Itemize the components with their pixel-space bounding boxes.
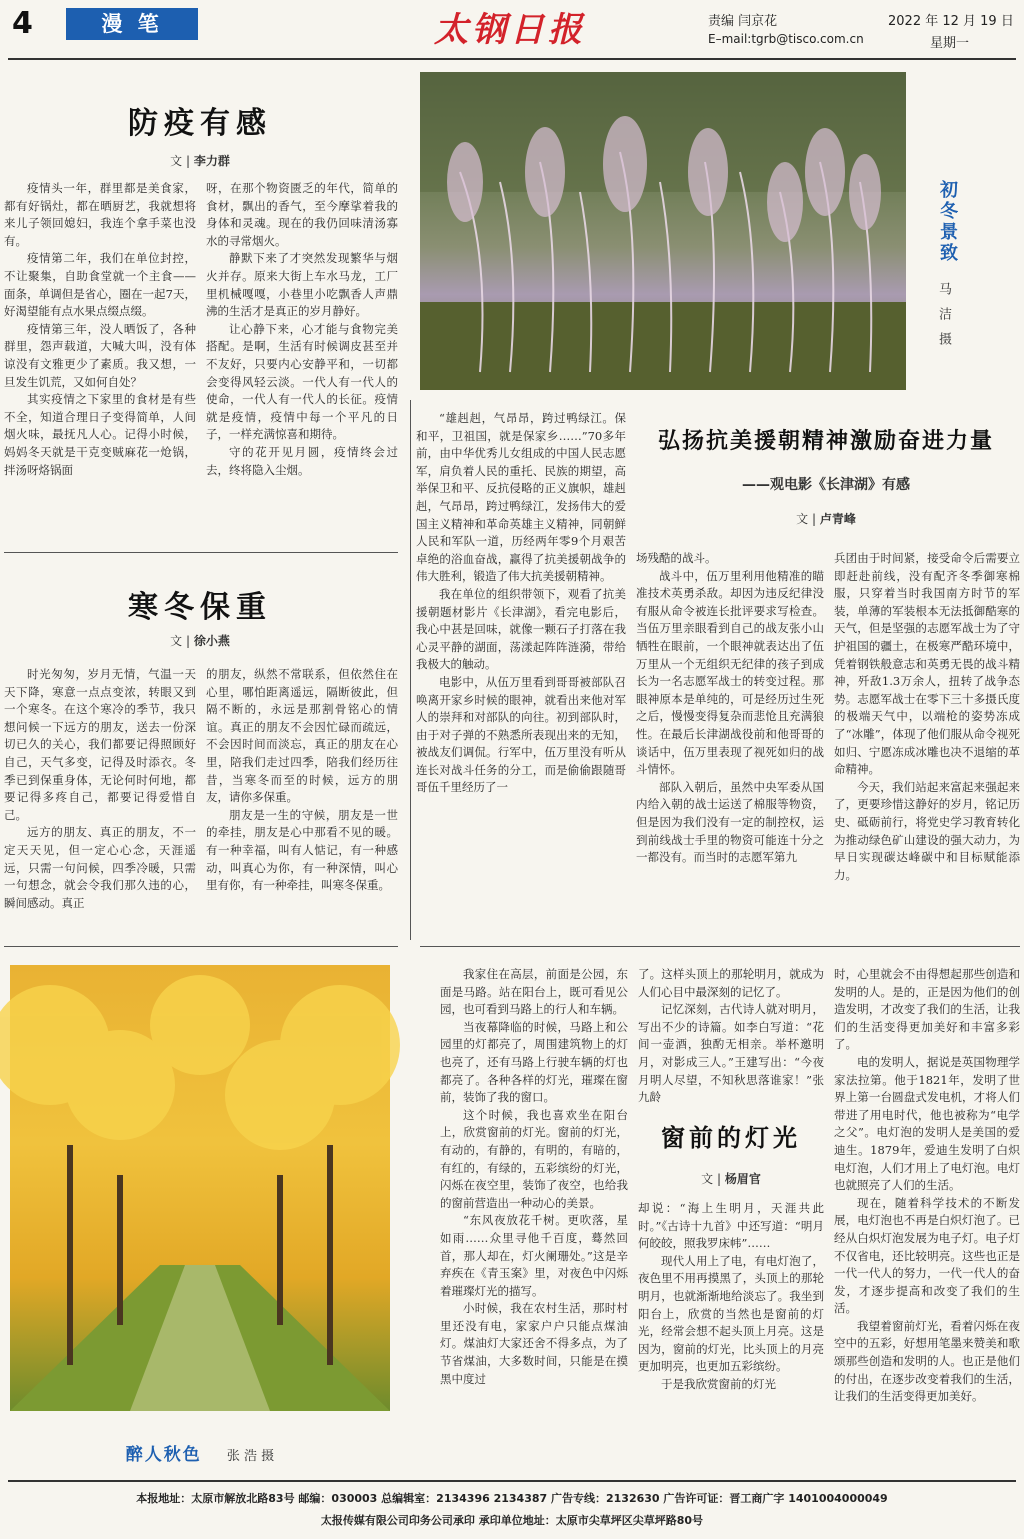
header-divider: [8, 58, 1016, 60]
article-column: [834, 966, 1020, 1466]
section-divider: [420, 946, 1020, 947]
section-divider: [4, 552, 398, 553]
paragraph: 其实疫情之下家里的食材是有些不全，知道合理日子变得简单，人间烟火味，最抚凡人心。记得小时候，妈妈冬天就是干克变贼麻花一炝锅，拌汤呀烙锅面: [4, 392, 196, 477]
paragraph: 远方的朋友、真正的朋友，不一定天天见，但一定心心念，天涯遥远，只需一句问候，四季冷暖，只需一句想念，就会令我们那久违的心，瞬间感动。真正: [4, 825, 196, 910]
article-title: 弘扬抗美援朝精神激励奋进力量: [657, 428, 994, 454]
paragraph: 让心静下来，心才能与食物完美搭配。是啊，生活有时候调皮甚至并不友好，只要内心安静平和，一切都会变得风轻云淡。一代人有一代人的使命，一代人有一代人的长征。疫情就是疫情，疫情中每一个平凡的日子，一样充满惊喜和期待。: [206, 321, 398, 442]
article-title: 防疫有感: [128, 106, 272, 141]
paragraph: 当夜幕降临的时候，马路上和公园里的灯都亮了，周围建筑物上的灯也亮了，还有马路上行驶车辆的灯也都亮了。各种各样的灯光，璀璨在窗前，装饰了我的窗口。: [440, 1019, 628, 1105]
ginkgo-avenue-image: [10, 965, 390, 1411]
date-label: 2022 年 12 月 19 日: [888, 14, 1014, 29]
masthead-logo: 太钢日报: [434, 10, 586, 50]
paragraph: 现在，随着科学技术的不断发展，电灯泡也不再是白炽灯泡了。已经从白炽灯泡发展为电子灯。电子灯不仅省电，还比较明亮。这些也正是一代一代人的努力，一代一代人的奋发，才逐步提高和改变了我们的生活。: [834, 1195, 1020, 1316]
photo-credit: 马 洁摄: [936, 282, 951, 350]
article-column: [416, 410, 626, 936]
weekday-label: 星期一: [930, 36, 970, 51]
section-tag-label: 漫 笔: [101, 12, 163, 36]
paragraph: “东风夜放花千树。更吹落，星如雨……众里寻他千百度，蓦然回首，那人却在，灯火阑珊处。”这是辛弃疾在《青玉案》里，对夜色中闪烁着璀璨灯光的描写。: [440, 1213, 628, 1298]
article-byline: 文 | 杨眉官: [701, 1172, 761, 1186]
photo-credit: [10, 1440, 390, 1465]
paragraph: 疫情头一年，群里都是美食家，都有好锅灶，都在晒厨艺，我就想将来儿子领回媳妇，我连个拿手菜也没有。: [4, 181, 196, 248]
paragraph: 却说：“海上生明月，天涯共此时。”《古诗十九首》中还写道：“明月何皎皎，照我罗床帏”……: [638, 1201, 824, 1251]
paragraph: 今天，我们站起来富起来强起来了，更要珍惜这静好的岁月，铭记历史、砥砺前行，将党史学习教育转化为推动绿色矿山建设的强大动力，为早日实现碳达峰碳中和目标赋能添力。: [834, 779, 1020, 882]
paragraph: 兵团由于时间紧，接受命令后需要立即赶赴前线，没有配齐冬季御寒棉服，只穿着当时我国南方时节的军装，单薄的军装根本无法抵御酷寒的天气，但是坚强的志愿军战士为了守护祖国的疆土，在极寒严酷环境中，凭着钢铁般意志和英勇无畏的战斗精神，歼敌1.3万余人，扭转了战争态势。志愿军战士在零下三十多摄氏度的极端天气中，以端枪的姿势冻成了“冰雕”，体现了他们服从命令视死如归、宁愿冻成冰雕也决不退缩的革命精神。: [834, 551, 1020, 777]
paragraph: 电的发明人，据说是英国物理学家法拉第。他于1821年，发明了世界上第一台圆盘式发电机，才将人们带进了用电时代，他也被称为“电学之父”。电灯泡的发明人是美国的爱迪生。1879年，爱迪生发明了白炽电灯泡，人们才用上了电灯泡。电灯也就照亮了人们的生活。: [834, 1054, 1020, 1193]
article-column: [4, 666, 196, 936]
article-column: [440, 966, 628, 1466]
email-label: E–mail:tgrb@tisco.com.cn: [708, 32, 864, 46]
footer-divider: [8, 1480, 1016, 1482]
photo-ginkgo-avenue: [10, 965, 390, 1411]
paragraph: 这个时候，我也喜欢坐在阳台上，欣赏窗前的灯光。窗前的灯光，有动的，有静的，有明的，有暗的，有红的，有绿的，五彩缤纷的灯光，闪烁在夜空里，装饰了夜空，也给我的窗前营造出一种动心的美景。: [440, 1107, 628, 1210]
page-header: [0, 0, 1024, 58]
paragraph: 于是我欣赏窗前的灯光: [661, 1376, 776, 1391]
article-subtitle: ——观电影《长津湖》有感: [742, 477, 910, 493]
article-column: [4, 180, 196, 540]
paragraph: 我家住在高层，前面是公园，东面是马路。站在阳台上，既可看见公园，也可看到马路上的行人和车辆。: [440, 967, 628, 1017]
photo-photographer: 张 浩 摄: [226, 1449, 275, 1464]
paragraph: 疫情第二年，我们在单位封控，不让聚集，自助食堂就一个主食——面条，单调但是省心，圈在一起7天，好渴望能有点水果点缀点缀。: [4, 251, 196, 319]
paragraph: 时，心里就会不由得想起那些创造和发明的人。是的，正是因为他们的创造发明，才改变了我们的生活，让我们的生活变得更加美好和丰富多彩了。: [834, 967, 1020, 1052]
section-tag: [66, 8, 198, 40]
paragraph: 部队入朝后，虽然中央军委从国内给入朝的战士运送了棉服等物资，但是因为我们没有一定的制控权，运到前线战士手里的物资可能连十分之一都没有。而当时的志愿军第九: [636, 779, 824, 865]
paragraph: 现代人用上了电，有电灯泡了，夜色里不用再摸黑了，头顶上的那轮明月，也就渐渐地给淡忘了。我坐到阳台上，欣赏的当然也是窗前的灯光，经常会想不起头顶上月亮。这是因为，窗前的灯光，比头顶上的月亮更加明亮，也更加五彩缤纷。: [638, 1253, 824, 1374]
paragraph: 小时候，我在农村生活，那时村里还没有电，家家户户只能点煤油灯。煤油灯大家还舍不得多点，为了节省煤油，大多数时间，只能是在摸黑中度过: [440, 1301, 628, 1386]
paragraph: 朋友是一生的守候，朋友是一世的牵挂，朋友是心中那看不见的暖。有一种幸福，叫有人惦记，有一种感动，叫真心为你，有一种深情，叫心里有你，有一种牵挂，叫寒冬保重。: [206, 807, 398, 893]
paragraph: 我在单位的组织带领下，观看了抗美援朝题材影片《长津湖》，看完电影后，我心中甚是回味，就像一颗石子打落在我心灵平静的湖面，荡漾起阵阵涟漪，带给我极大的触动。: [416, 586, 626, 672]
article-column: [206, 180, 398, 540]
footer-address: 本报地址：太原市解放北路83号 邮编：030003 总编辑室：2134396 2134387 广告专线：2132630 广告许可证：晋工商广字 1401004000049: [136, 1492, 888, 1505]
article-byline: 文 | 徐小燕: [170, 634, 230, 648]
article-column: [638, 1200, 824, 1466]
paragraph: 电影中，从伍万里看到哥哥被部队召唤离开家乡时候的眼神，就看出来他对军人的崇拜和对部队的向往。初到部队时，由于对子弹的不熟悉所表现出来的无知，被战友们调侃。行军中，伍万里没有听从连长对战斗任务的分工，而是偷偷跟随哥哥伍千里经历了一: [416, 674, 626, 795]
article-column: [636, 550, 824, 936]
photo-reed-grass: [420, 72, 906, 390]
section-divider: [4, 946, 398, 947]
photo-caption-title: 醉人秋色: [125, 1445, 202, 1465]
article-column: [206, 666, 398, 936]
article-column: [834, 550, 1020, 936]
article-column: [638, 966, 824, 1105]
photo-caption: [934, 180, 958, 349]
editor-label: 责编 闫京花: [708, 14, 778, 29]
paragraph: 场残酷的战斗。: [636, 551, 717, 565]
article-byline: 文 | 卢青峰: [796, 512, 856, 526]
paragraph: 静默下来了才突然发现繁华与烟火并存。原来大街上车水马龙，工厂里机械嘎嘎，小巷里小吃飘香人声鼎沸的生活才是真正的岁月静好。: [206, 251, 398, 319]
paragraph: 疫情第三年，没人晒饭了，各种群里，怨声载道，大喊大叫，没有体谅没有文雅更少了素质。我又想，一旦发生饥荒，又如何自处？: [4, 321, 196, 389]
footer-printer: 太报传媒有限公司印务公司承印 承印单位地址：太原市尖草坪区尖草坪路80号: [320, 1514, 704, 1527]
paragraph: “雄赳赳，气昂昂，跨过鸭绿江。保和平，卫祖国，就是保家乡……”70多年前，由中华优秀儿女组成的中国人民志愿军，肩负着人民的重托、民族的期望，高举保卫和平、反抗侵略的正义旗帜，雄赳赳，气昂昂，跨过鸭绿江，发扬伟大的爱国主义精神和革命英雄主义精神，同朝鲜人民和军队一道，历经两年零9个月艰苦卓绝的浴血奋战，赢得了抗美援朝战争的伟大胜利，锻造了伟大抗美援朝精神。: [416, 411, 626, 584]
photo-caption-title: 初冬景致: [937, 180, 958, 264]
paragraph: 守的花开见月圆，疫情终会过去，终将隐入尘烟。: [206, 444, 398, 477]
article-byline: 文 | 李力群: [170, 154, 230, 168]
paragraph: 了。这样头顶上的那轮明月，就成为人们心目中最深刻的记忆了。: [638, 967, 824, 999]
paragraph: 战斗中，伍万里利用他精准的瞄准技术英勇杀敌。却因为违反纪律没有服从命令被连长批评要求写检查。当伍万里亲眼看到自己的战友张小山牺牲在眼前，一个眼神就表达出了伍万里从一个无组织无纪律的孩子到成长为一名志愿军战士的转变过程。那眼神原本是单纯的，可是经历过生死之后，慢慢变得复杂而悲怆且充满狼性。在最后长津湖战役前和他哥哥的谈话中，伍万里表现了视死如归的战斗情怀。: [636, 568, 824, 777]
article-title: 窗前的灯光: [661, 1123, 801, 1152]
reed-grass-image: [420, 72, 906, 390]
paragraph: 时光匆匆，岁月无情，气温一天天下降，寒意一点点变浓，转眼又到一个寒冬。在这个寒冷的季节，我只想问候一下远方的朋友，送去一份深切已久的关心，我们都要记得照顾好自己，天气多变，记得及时添衣。冬季已到保重身体，无论何时何地，都要记得多疼自己，都要记得爱惜自己。: [4, 667, 196, 822]
paragraph: 呀，在那个物资匮乏的年代，简单的食材，飘出的香气，至今摩挲着我的身体和灵魂。现在的我仍回味清汤寡水的寻常烟火。: [206, 181, 398, 248]
page-number: 4: [12, 6, 33, 41]
paragraph: 我望着窗前灯光，看着闪烁在夜空中的五彩，好想用笔墨来赞美和歌颂那些创造和发明的人。也正是他们的付出，在逐步改变着我们的生活，让我们的生活变得更加美好。: [834, 1318, 1020, 1404]
paragraph: 记忆深刻，古代诗人就对明月，写出不少的诗篇。如李白写道：“花间一壶酒，独酌无相亲。举杯邀明月，对影成三人。”王建写出：“今夜月明人尽望，不知秋思落谁家！”张九龄: [638, 1002, 824, 1105]
article-title: 寒冬保重: [128, 590, 272, 625]
column-divider: [410, 400, 411, 940]
paragraph: 的朋友，纵然不常联系，但依然住在心里，哪怕距离遥远，隔断彼此，但隔不断的，永远是那割骨铭心的情谊。真正的朋友不会因忙碌而疏远，不会因时间而淡忘，真正的朋友在心里，陪我们走过四季，陪我们经历往昔，当寒冬而至的时候，远方的朋友，请你多保重。: [206, 667, 398, 805]
